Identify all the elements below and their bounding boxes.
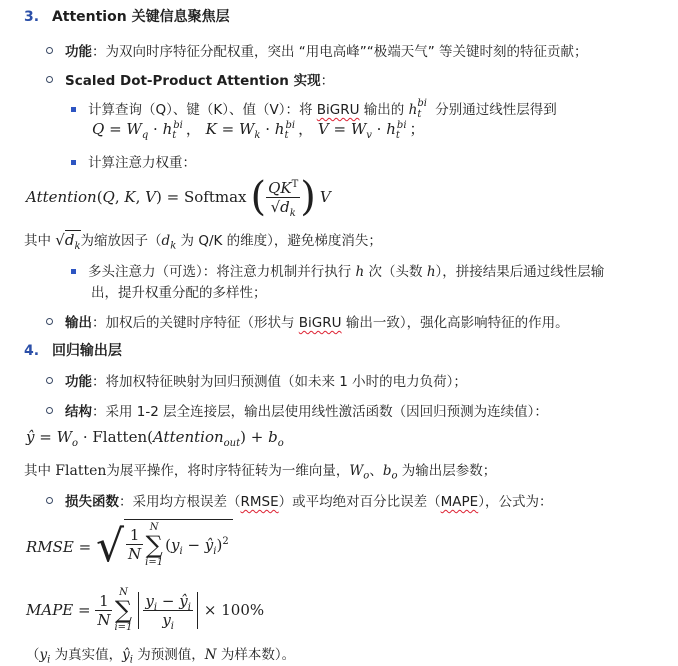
label: Scaled Dot-Product Attention 实现 — [65, 73, 321, 89]
section-title: Attention 关键信息聚焦层 — [51, 9, 230, 25]
list-item — [71, 98, 557, 118]
label: 功能 — [65, 44, 92, 60]
math-output: ŷ = $W_o$ · Flatten(Attention$_{out}$) + $b_o$ — [26, 428, 284, 449]
text: 输出一致），强化高影响特征的作用。 — [341, 315, 569, 331]
math-rmse: RMSE = √ $\frac{1}{N}$ N ∑ i=1 ($y_i$ − $ŷ_i)^2$ — [26, 516, 233, 578]
math-text: Softmax — [183, 188, 247, 206]
text: 输出的 — [359, 102, 409, 118]
text: 为真实值， — [50, 647, 123, 663]
text: ：采用均方根误差（ — [119, 494, 241, 510]
label: 损失函数 — [65, 494, 119, 510]
math-text: Flatten — [92, 428, 148, 446]
section-number: 3. — [24, 9, 40, 25]
math-attention: Attention ( Q , K , V ) = Softmax ( $\frac{QK^T}{√d_k}$ ) V — [26, 174, 331, 220]
list-item — [46, 490, 552, 510]
circle-bullet-icon — [46, 407, 53, 414]
list-item — [46, 370, 467, 390]
text: ：为双向时序特征分配权重，突出 “用电高峰”“极端天气” 等关键时刻的特征贡献； — [92, 44, 588, 60]
square-bullet-icon — [71, 107, 76, 112]
list-item — [71, 151, 196, 171]
text: Flatten — [55, 463, 107, 479]
text: 其中 — [24, 463, 51, 479]
square-bullet-icon — [71, 160, 76, 165]
text: 分别通过线性层得到 — [430, 102, 557, 118]
circle-bullet-icon — [46, 318, 53, 325]
text: 为预测值， — [132, 647, 205, 663]
square-bullet-icon — [71, 269, 76, 274]
text: 为 Q/K 的维度），避免梯度消失； — [176, 233, 382, 249]
text: ），公式为： — [478, 494, 553, 510]
text: RMSE — [240, 494, 279, 510]
math-text: MAPE — [26, 601, 74, 619]
text: 为缩放因子（ — [80, 233, 162, 249]
label: 功能 — [65, 374, 92, 390]
paragraph: 其中 $√d_k$为缩放因子（$d_k$ 为 Q/K 的维度），避免梯度消失； — [24, 231, 382, 252]
math-mape: MAPE = $\frac{1}{N}$ N ∑ i=1 $\frac{y_i - ŷ_i}{y_i}$ × 100% — [26, 587, 265, 633]
text: 为输出层参数； — [401, 463, 497, 479]
circle-bullet-icon — [46, 47, 53, 54]
circle-bullet-icon — [46, 76, 53, 83]
text: 次（头数 — [364, 264, 427, 280]
list-item — [46, 400, 548, 420]
fraction: $\frac{QK^T}{√d_k}$ — [268, 178, 299, 219]
math-text: Attention — [26, 188, 97, 206]
section-title: 回归输出层 — [51, 343, 122, 359]
text: 多头注意力（可选）：将注意力机制并行执行 — [88, 264, 356, 280]
section-number: 4. — [24, 343, 40, 359]
label: 输出 — [65, 315, 92, 331]
list-item — [46, 40, 588, 60]
math-inline: $h_t^{bi}$ — [408, 97, 427, 120]
section-3-heading — [24, 6, 230, 26]
text: ），拼接结果后通过线性层输 — [435, 264, 605, 280]
text: BiGRU — [298, 315, 342, 331]
section-4-heading — [24, 340, 122, 360]
text: BiGRU — [316, 102, 360, 118]
text: ：加权后的关键时序特征（形状与 — [92, 315, 299, 331]
text: （ — [26, 647, 40, 663]
math-qkv: $Q = W_q \cdot h_t^{bi}$ ， $K = W_k \cdot h_t^{bi}$ ， $V = W_v \cdot h_t^{bi}$ ； — [92, 120, 425, 141]
text: 为展平操作，将时序特征转为一维向量， — [106, 463, 350, 479]
circle-bullet-icon — [46, 377, 53, 384]
math-text: Attention — [152, 428, 224, 446]
list-item — [46, 311, 569, 331]
text: 其中 — [24, 233, 51, 249]
label: 结构 — [65, 404, 92, 420]
paragraph: （$y_i$ 为真实值，$ŷ_i$ 为预测值，N 为样本数）。 — [26, 647, 296, 666]
text: 计算注意力权重： — [88, 155, 196, 171]
list-item-continuation: 出，提升权重分配的多样性； — [91, 285, 267, 301]
list-item: 多头注意力（可选）：将注意力机制并行执行 h 次（头数 h），拼接结果后通过线性层输 — [71, 260, 604, 280]
math-text: × 100% — [203, 601, 265, 619]
text: ）或平均绝对百分比误差（ — [278, 494, 441, 510]
math-text: RMSE — [26, 538, 74, 556]
circle-bullet-icon — [46, 497, 53, 504]
text: ：采用 1-2 层全连接层，输出层使用线性激活函数（因回归预测为连续值）： — [92, 404, 548, 420]
text: ：将加权特征映射为回归预测值（如未来 1 小时的电力负荷）； — [92, 374, 467, 390]
list-item — [46, 69, 334, 89]
text: MAPE — [440, 494, 479, 510]
text: 计算查询（Q）、键（K）、值（V）：将 — [88, 102, 317, 118]
math-inline: $√d_k$ — [55, 231, 81, 252]
text: ： — [320, 73, 335, 89]
text: 为样本数）。 — [216, 647, 296, 663]
paragraph: 其中 Flatten为展平操作，将时序特征转为一维向量，$W_o$、$b_o$ 为输出层参数； — [24, 463, 497, 482]
